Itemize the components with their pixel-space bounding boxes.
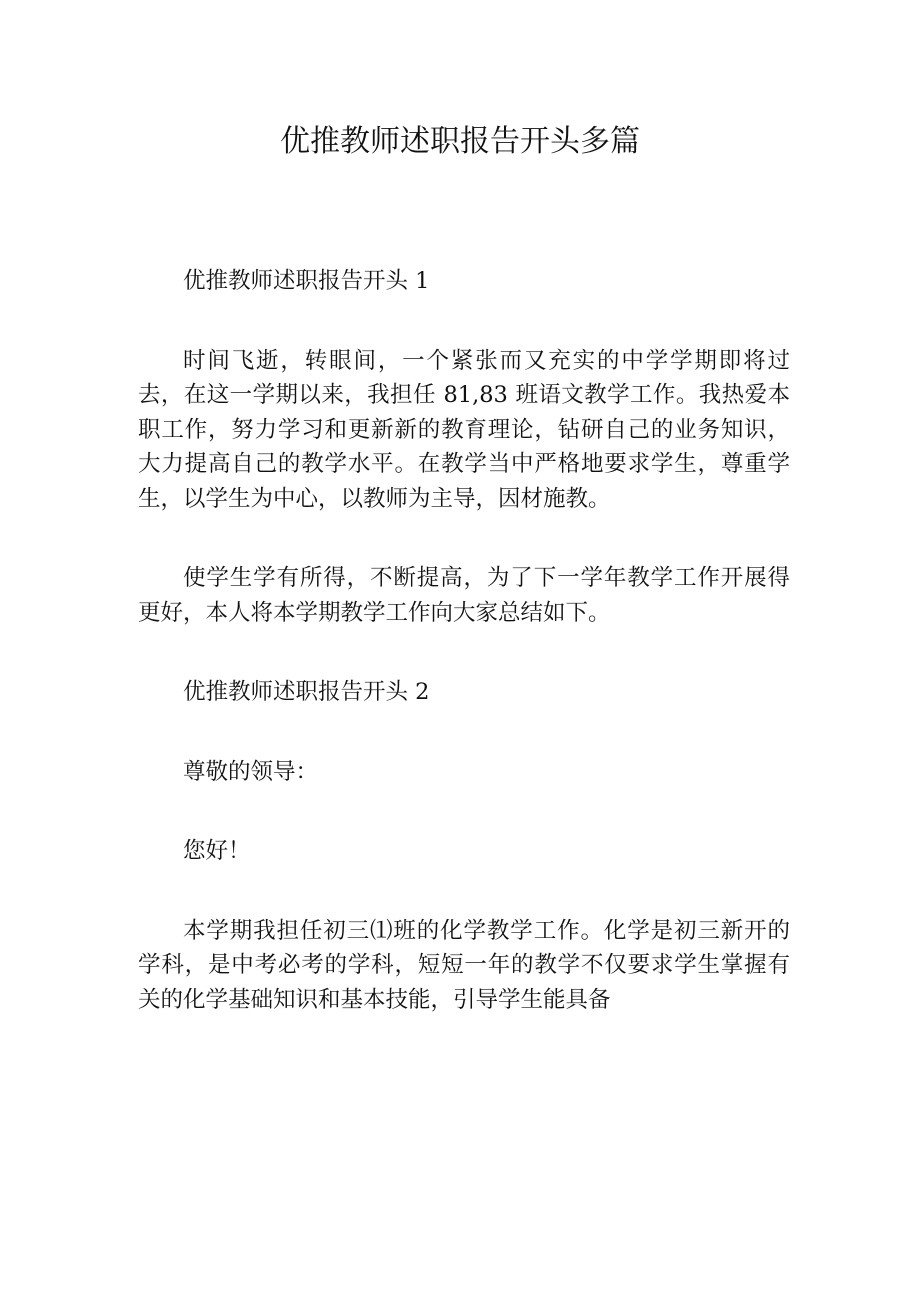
paragraph-2: 使学生学有所得，不断提高，为了下一学年教学工作开展得更好，本人将本学期教学工作向大家总结如下。: [138, 565, 790, 626]
section-heading-1: 优推教师述职报告开头 1: [183, 268, 430, 294]
greeting: 您好！: [183, 838, 251, 864]
section-heading-2: 优推教师述职报告开头 2: [183, 679, 430, 705]
paragraph-3: 本学期我担任初三⑴班的化学教学工作。化学是初三新开的学科，是中考必考的学科，短短一年的教学不仅要求学生掌握有关的化学基础知识和基本技能，引导学生能具备: [138, 917, 790, 1013]
paragraph-1: 时间飞逝，转眼间，一个紧张而又充实的中学学期即将过去，在这一学期以来，我担任 81,83 班语文教学工作。我热爱本职工作，努力学习和更新新的教育理论，钻研自己的业务知识，大力提高自己的教学水平。在教学当中严格地要求学生，尊重学生，以学生为中心，以教师为主导，因材施教。: [138, 347, 790, 512]
document-title: 优推教师述职报告开头多篇: [280, 124, 640, 159]
document-body: [138, 264, 790, 1062]
salutation: 尊敬的领导：: [183, 758, 319, 785]
